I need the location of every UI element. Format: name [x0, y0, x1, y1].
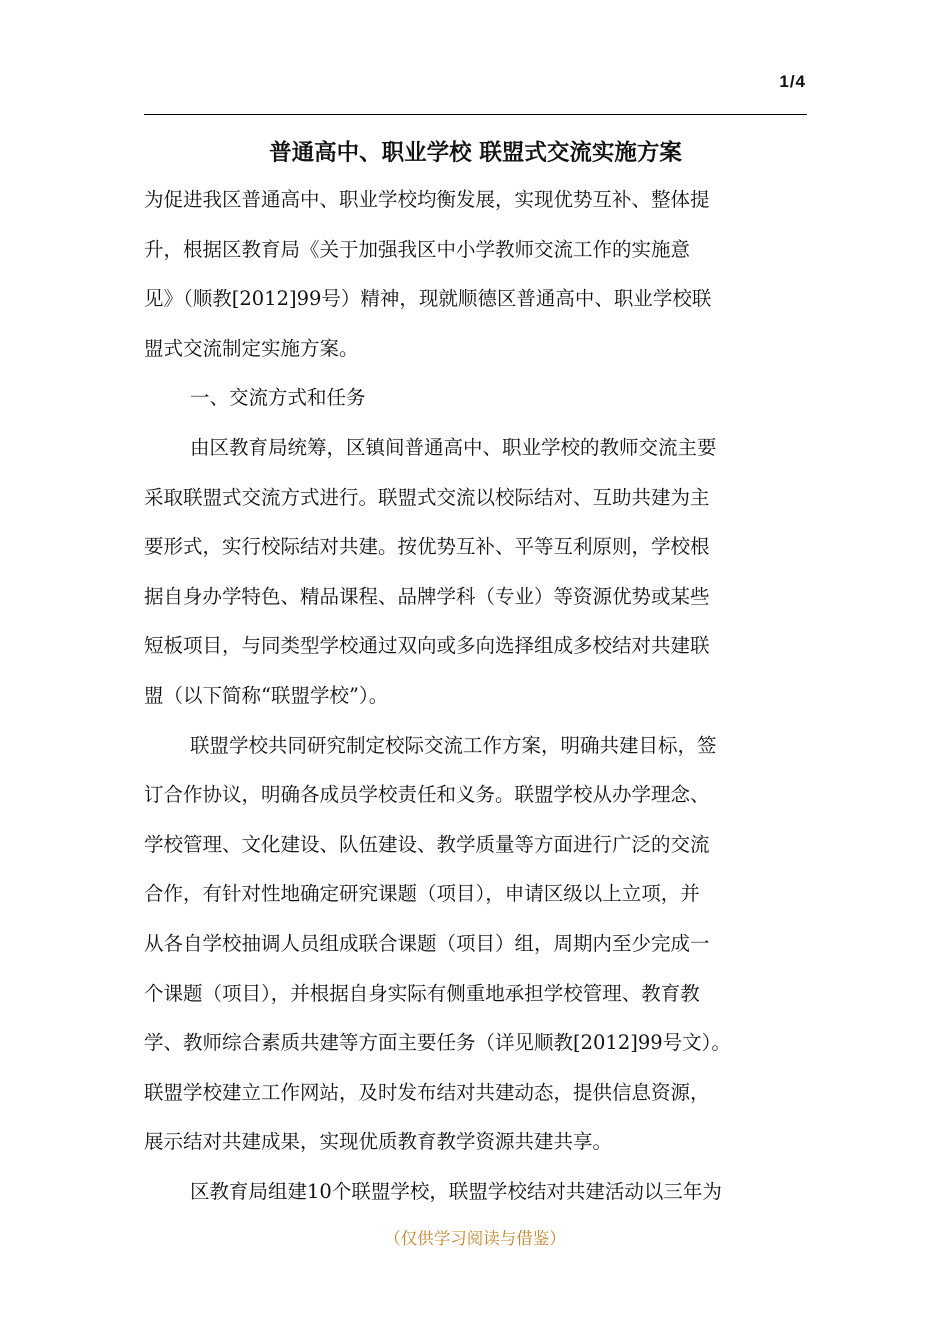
- page-number: 1/4: [779, 72, 806, 91]
- body-line: 区教育局组建10个联盟学校，联盟学校结对共建活动以三年为: [190, 1179, 722, 1203]
- body-line: 从各自学校抽调人员组成联合课题（项目）组，周期内至少完成一: [144, 931, 710, 955]
- body-line: 盟（以下简称“联盟学校”）。: [144, 683, 389, 707]
- body-line: 见》（顺教[2012]99号）精神，现就顺德区普通高中、职业学校联: [144, 287, 712, 311]
- body-line: 联盟学校共同研究制定校际交流工作方案，明确共建目标，签: [190, 733, 717, 757]
- body-line: 升，根据区教育局《关于加强我区中小学教师交流工作的实施意: [144, 237, 691, 261]
- body-line: 联盟学校建立工作网站，及时发布结对共建动态，提供信息资源，: [144, 1080, 710, 1104]
- body-line: 订合作协议，明确各成员学校责任和义务。联盟学校从办学理念、: [144, 783, 710, 807]
- body-line: 由区教育局统筹，区镇间普通高中、职业学校的教师交流主要: [190, 435, 717, 459]
- body-line: 学、教师综合素质共建等方面主要任务（详见顺教[2012]99号文）。: [144, 1031, 731, 1055]
- body-line: 展示结对共建成果，实现优质教育教学资源共建共享。: [144, 1130, 613, 1154]
- body-line: 合作，有针对性地确定研究课题（项目），申请区级以上立项，并: [144, 882, 700, 906]
- body-line: 短板项目，与同类型学校通过双向或多向选择组成多校结对共建联: [144, 634, 710, 658]
- body-line: 采取联盟式交流方式进行。联盟式交流以校际结对、互助共建为主: [144, 485, 710, 509]
- body-line: 盟式交流制定实施方案。: [144, 336, 359, 360]
- body-line: 要形式，实行校际结对共建。按优势互补、平等互利原则，学校根: [144, 535, 710, 559]
- document-body: [144, 180, 824, 1221]
- body-line: 个课题（项目），并根据自身实际有侧重地承担学校管理、教育教: [144, 981, 700, 1005]
- footer-notice: （仅供学习阅读与借鉴）: [384, 1229, 566, 1248]
- body-line: 为促进我区普通高中、职业学校均衡发展，实现优势互补、整体提: [144, 188, 710, 211]
- header-rule: [144, 114, 807, 115]
- section-heading: 一、交流方式和任务: [190, 386, 366, 410]
- body-line: 据自身办学特色、精品课程、品牌学科（专业）等资源优势或某些: [144, 584, 710, 608]
- body-line: 学校管理、文化建设、队伍建设、教学质量等方面进行广泛的交流: [144, 832, 710, 856]
- document-title: 普通高中、职业学校 联盟式交流实施方案: [269, 140, 682, 166]
